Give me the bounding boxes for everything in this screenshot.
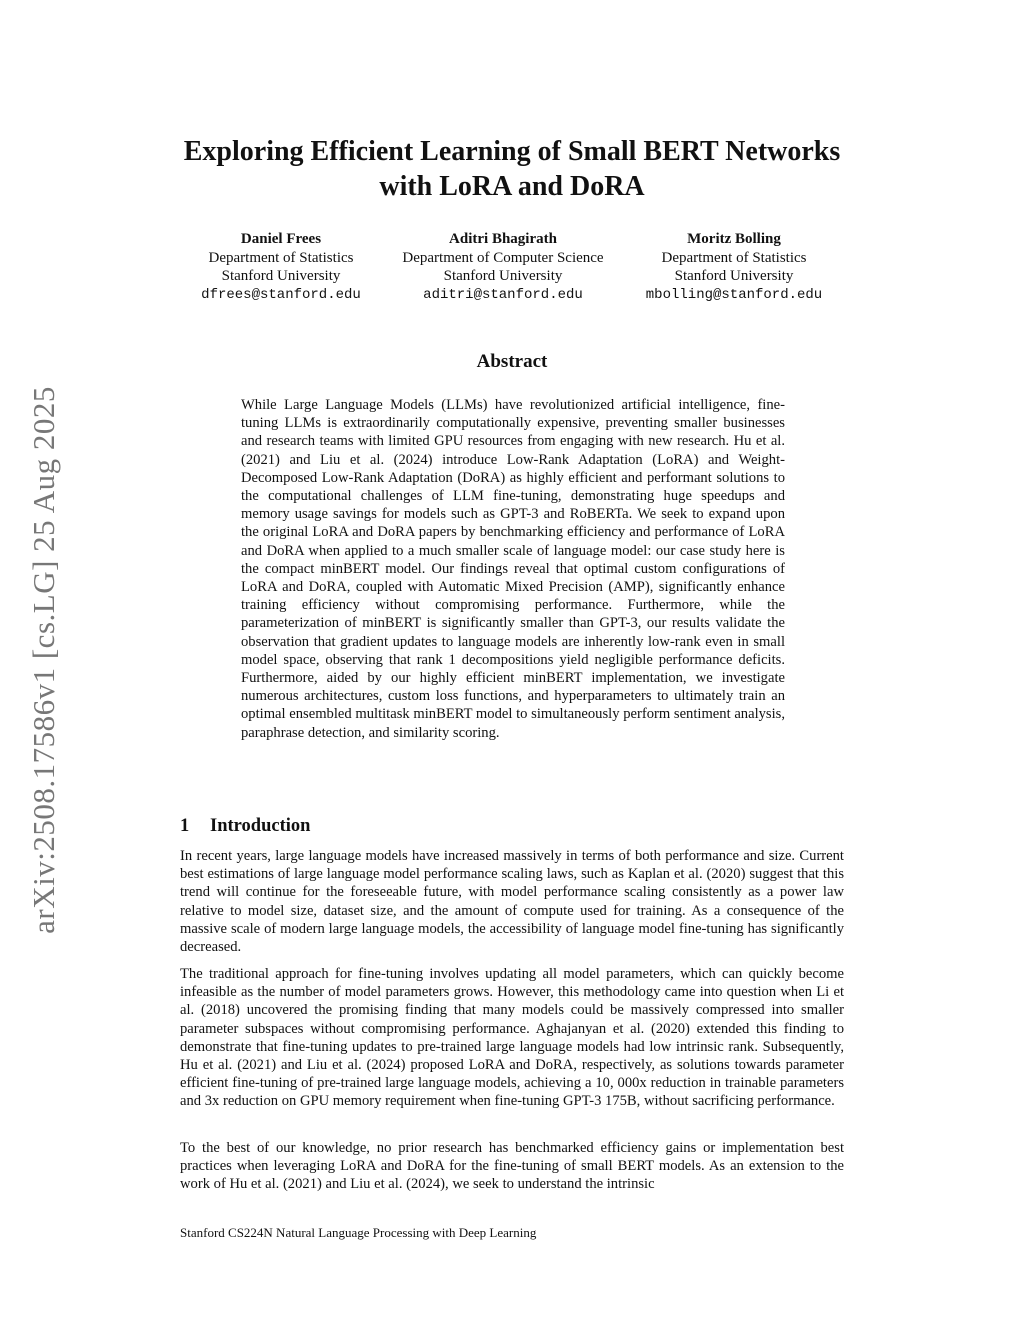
author-department: Department of Statistics bbox=[661, 249, 807, 266]
section-title: Introduction bbox=[210, 816, 311, 836]
page-footer: Stanford CS224N Natural Language Processing with Deep Learning bbox=[180, 1225, 537, 1240]
author-email: mbolling@stanford.edu bbox=[645, 286, 823, 303]
author-email: aditri@stanford.edu bbox=[423, 286, 583, 303]
author-department: Department of Statistics bbox=[208, 249, 354, 266]
intro-paragraph-1: In recent years, large language models have increased massively in terms of both performance and size. Current best estimations of large language model performance scaling laws, such as Kaplan et al. (2020) suggest that this trend will continue for the foreseeable future, with model performance scaling consistently as a power law relative to model size, dataset size, and the amount of compute used for training. As a consequence of the massive scale of modern large language models, the accessibility of language model fine-tuning has significantly decreased. bbox=[180, 848, 844, 956]
arxiv-identifier-stamp: arXiv:2508.17586v1 [cs.LG] 25 Aug 2025 bbox=[26, 386, 61, 934]
author-name: Moritz Bolling bbox=[687, 231, 781, 247]
author-name: Daniel Frees bbox=[240, 231, 322, 247]
title-line-2: with LoRA and DoRA bbox=[379, 171, 645, 202]
title-line-1: Exploring Efficient Learning of Small BERT Networks bbox=[183, 136, 841, 167]
author-university: Stanford University bbox=[221, 268, 341, 284]
intro-paragraph-3: To the best of our knowledge, no prior research has benchmarked efficiency gains or implementation best practices when leveraging LoRA and DoRA for the fine-tuning of small BERT models. As an extension to the work of Hu et al. (2021) and Liu et al. (2024), we seek to understand the intrinsic bbox=[180, 1140, 844, 1193]
author-name: Aditri Bhagirath bbox=[449, 231, 557, 247]
paper-title bbox=[130, 134, 894, 204]
author-frees bbox=[201, 230, 361, 304]
intro-paragraph-2: The traditional approach for fine-tuning involves updating all model parameters, which can quickly become infeasible as the number of model parameters grows. However, this methodology came into question when Li et al. (2018) uncovered the promising finding that many models could be massively compressed into smaller parameter subspaces without compromising performance. Aghajanyan et al. (2020) extended this finding to demonstrate that fine-tuning updates to pre-trained large language models had low intrinsic rank. Subsequently, Hu et al. (2021) and Liu et al. (2024) proposed LoRA and DoRA, respectively, as solutions towards parameter efficient fine-tuning of pre-trained large language models, achieving a 10, 000x reduction in trainable parameters and 3x reduction on GPU memory requirement when fine-tuning GPT-3 175B, without sacrificing performance. bbox=[180, 966, 844, 1110]
author-bolling bbox=[646, 230, 822, 304]
author-bhagirath bbox=[402, 230, 603, 304]
author-department: Department of Computer Science bbox=[402, 249, 604, 266]
abstract-text: While Large Language Models (LLMs) have revolutionized artificial intelligence, fine-tuning LLMs is extraordinarily computationally expensive, preventing smaller businesses and research teams with limited GPU resources from engaging with new research. Hu et al. (2021) and Liu et al. (2024) introduce Low-Rank Adaptation (LoRA) and Weight-Decomposed Low-Rank Adaptation (DoRA) as highly efficient and performant solutions to the computational challenges of LLM fine-tuning, demonstrating huge speedups and memory usage savings for models such as GPT-3 and RoBERTa. We seek to expand upon the original LoRA and DoRA papers by benchmarking efficiency and performance of LoRA and DoRA when applied to a much smaller scale of language model: our case study here is the compact minBERT model. Our findings reveal that optimal custom configurations of LoRA and DoRA, coupled with Automatic Mixed Precision (AMP), significantly enhance training efficiency without compromising performance. Furthermore, while the parameterization of minBERT is significantly smaller than GPT-3, our results validate the observation that gradient updates to language models are inherently low-rank even in small model space, observing that rank 1 decompositions yield negligible performance deficits. Furthermore, aided by our highly efficient minBERT implementation, we investigate numerous architectures, custom loss functions, and hyperparameters to ultimately train an optimal ensembled multitask minBERT model to simultaneously perform sentiment analysis, paraphrase detection, and similarity scoring. bbox=[241, 397, 785, 741]
author-university: Stanford University bbox=[443, 268, 563, 284]
author-email: dfrees@stanford.edu bbox=[201, 286, 361, 303]
author-block bbox=[0, 230, 1024, 320]
author-university: Stanford University bbox=[674, 268, 794, 284]
section-heading-introduction bbox=[180, 816, 310, 837]
section-number: 1 bbox=[180, 816, 190, 836]
abstract-heading: Abstract bbox=[476, 351, 548, 372]
